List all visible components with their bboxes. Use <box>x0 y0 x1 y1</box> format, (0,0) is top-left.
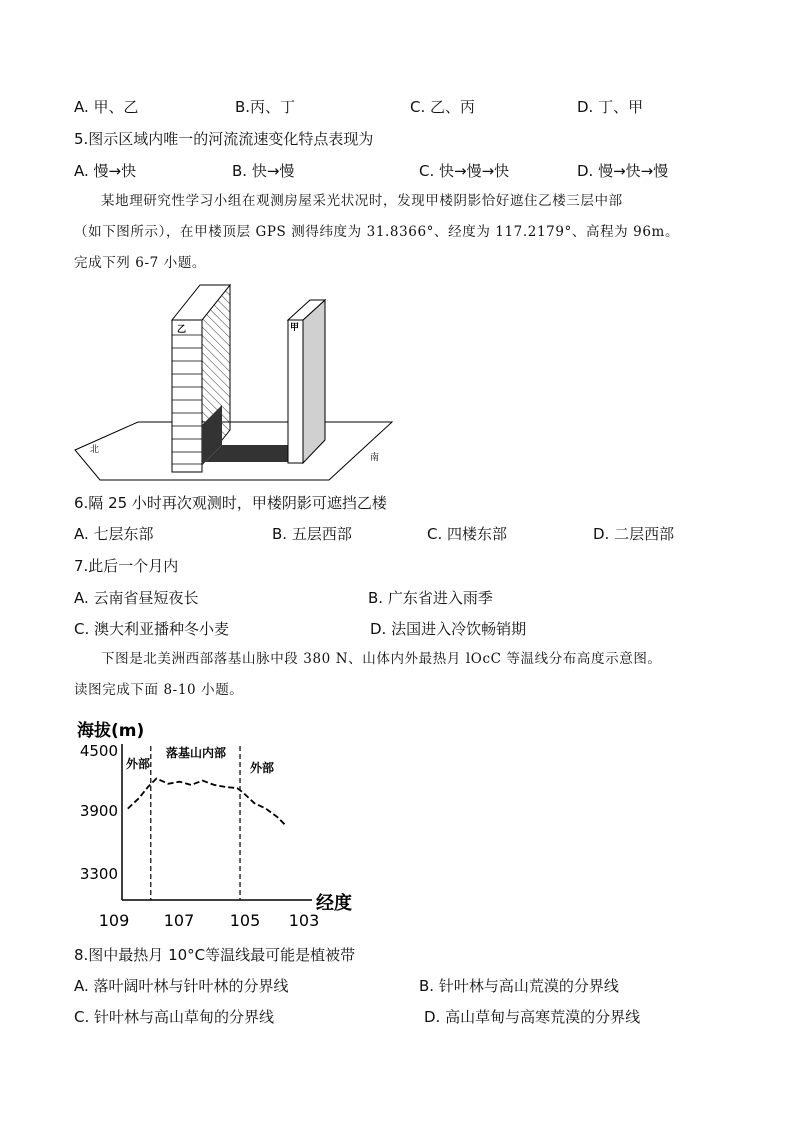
q4-option-b: B.丙、丁 <box>235 98 296 116</box>
building-yi-front <box>172 320 202 472</box>
xtick-109: 109 <box>98 911 130 930</box>
q6-option-a: A. 七层东部 <box>74 525 154 543</box>
q5-stem: 5.图示区域内唯一的河流流速变化特点表现为 <box>74 130 374 148</box>
chart-xlabel: 经度 <box>316 893 352 914</box>
q5-option-d: D. 慢→快→慢 <box>577 162 669 180</box>
q8-option-c: C. 针叶林与高山草甸的分界线 <box>74 1008 275 1026</box>
q4-option-d: D. 丁、甲 <box>577 98 644 116</box>
q8-stem: 8.图中最热月 10°C等温线最可能是植被带 <box>74 946 356 964</box>
ytick-4500: 4500 <box>79 742 118 760</box>
isotherm-altitude-chart <box>70 712 370 934</box>
ytick-3300: 3300 <box>79 865 118 883</box>
q4-option-a: A. 甲、乙 <box>74 98 139 116</box>
q7-option-c: C. 澳大利亚播种冬小麦 <box>74 620 230 638</box>
isotherm-10c-line <box>128 778 286 825</box>
label-north: 北 <box>90 445 100 455</box>
building-shadow-figure <box>70 280 400 485</box>
ytick-3900: 3900 <box>79 802 118 820</box>
q8-option-d: D. 高山草甸与高寒荒漠的分界线 <box>424 1008 641 1026</box>
q7-option-d: D. 法国进入冷饮畅销期 <box>370 620 527 638</box>
q6-option-b: B. 五层西部 <box>272 525 352 543</box>
q4-option-c: C. 乙、丙 <box>410 98 476 116</box>
q8-option-a: A. 落叶阔叶林与针叶林的分界线 <box>74 977 289 995</box>
passage-2 <box>74 644 724 706</box>
q6-option-d: D. 二层西部 <box>593 525 675 543</box>
q5-option-b: B. 快→慢 <box>232 162 295 180</box>
xtick-107: 107 <box>163 911 195 930</box>
q8-option-b: B. 针叶林与高山荒漠的分界线 <box>419 977 619 995</box>
region-outer-east: 外部 <box>250 761 275 775</box>
label-yi: 乙 <box>177 325 187 335</box>
region-outer-west: 外部 <box>126 757 151 771</box>
passage-2-line-2: 读图完成下面 8-10 小题。 <box>74 682 244 698</box>
xtick-105: 105 <box>229 911 261 930</box>
q7-option-a: A. 云南省昼短夜长 <box>74 589 199 607</box>
q6-option-c: C. 四楼东部 <box>427 525 508 543</box>
label-south: 南 <box>370 453 380 463</box>
q7-stem: 7.此后一个月内 <box>74 557 179 575</box>
label-jia: 甲 <box>290 323 300 333</box>
building-jia-front <box>288 320 303 463</box>
region-inner: 落基山内部 <box>166 746 227 760</box>
q7-option-b: B. 广东省进入雨季 <box>368 589 493 607</box>
building-jia-side <box>303 300 325 463</box>
chart-ylabel: 海拔(m) <box>77 721 145 741</box>
xtick-103: 103 <box>288 911 320 930</box>
passage-2-line-1: 下图是北美洲西部落基山脉中段 380 N、山体内外最热月 lOcC 等温线分布高度示意图。 <box>101 651 662 667</box>
q5-option-c: C. 快→慢→快 <box>419 162 510 180</box>
q6-stem: 6.隔 25 小时再次观测时，甲楼阴影可遮挡乙楼 <box>74 494 387 512</box>
q5-option-a: A. 慢→快 <box>74 162 137 180</box>
passage-1-line-2: （如下图所示），在甲楼顶层 GPS 测得纬度为 31.8366°、经度为 117.2179°、高程为 96m。 <box>74 224 680 240</box>
passage-1-line-1: 某地理研究性学习小组在观测房屋采光状况时，发现甲楼阴影恰好遮住乙楼三层中部 <box>101 193 623 209</box>
passage-1-line-3: 完成下列 6-7 小题。 <box>74 255 207 271</box>
passage-1 <box>74 186 724 279</box>
